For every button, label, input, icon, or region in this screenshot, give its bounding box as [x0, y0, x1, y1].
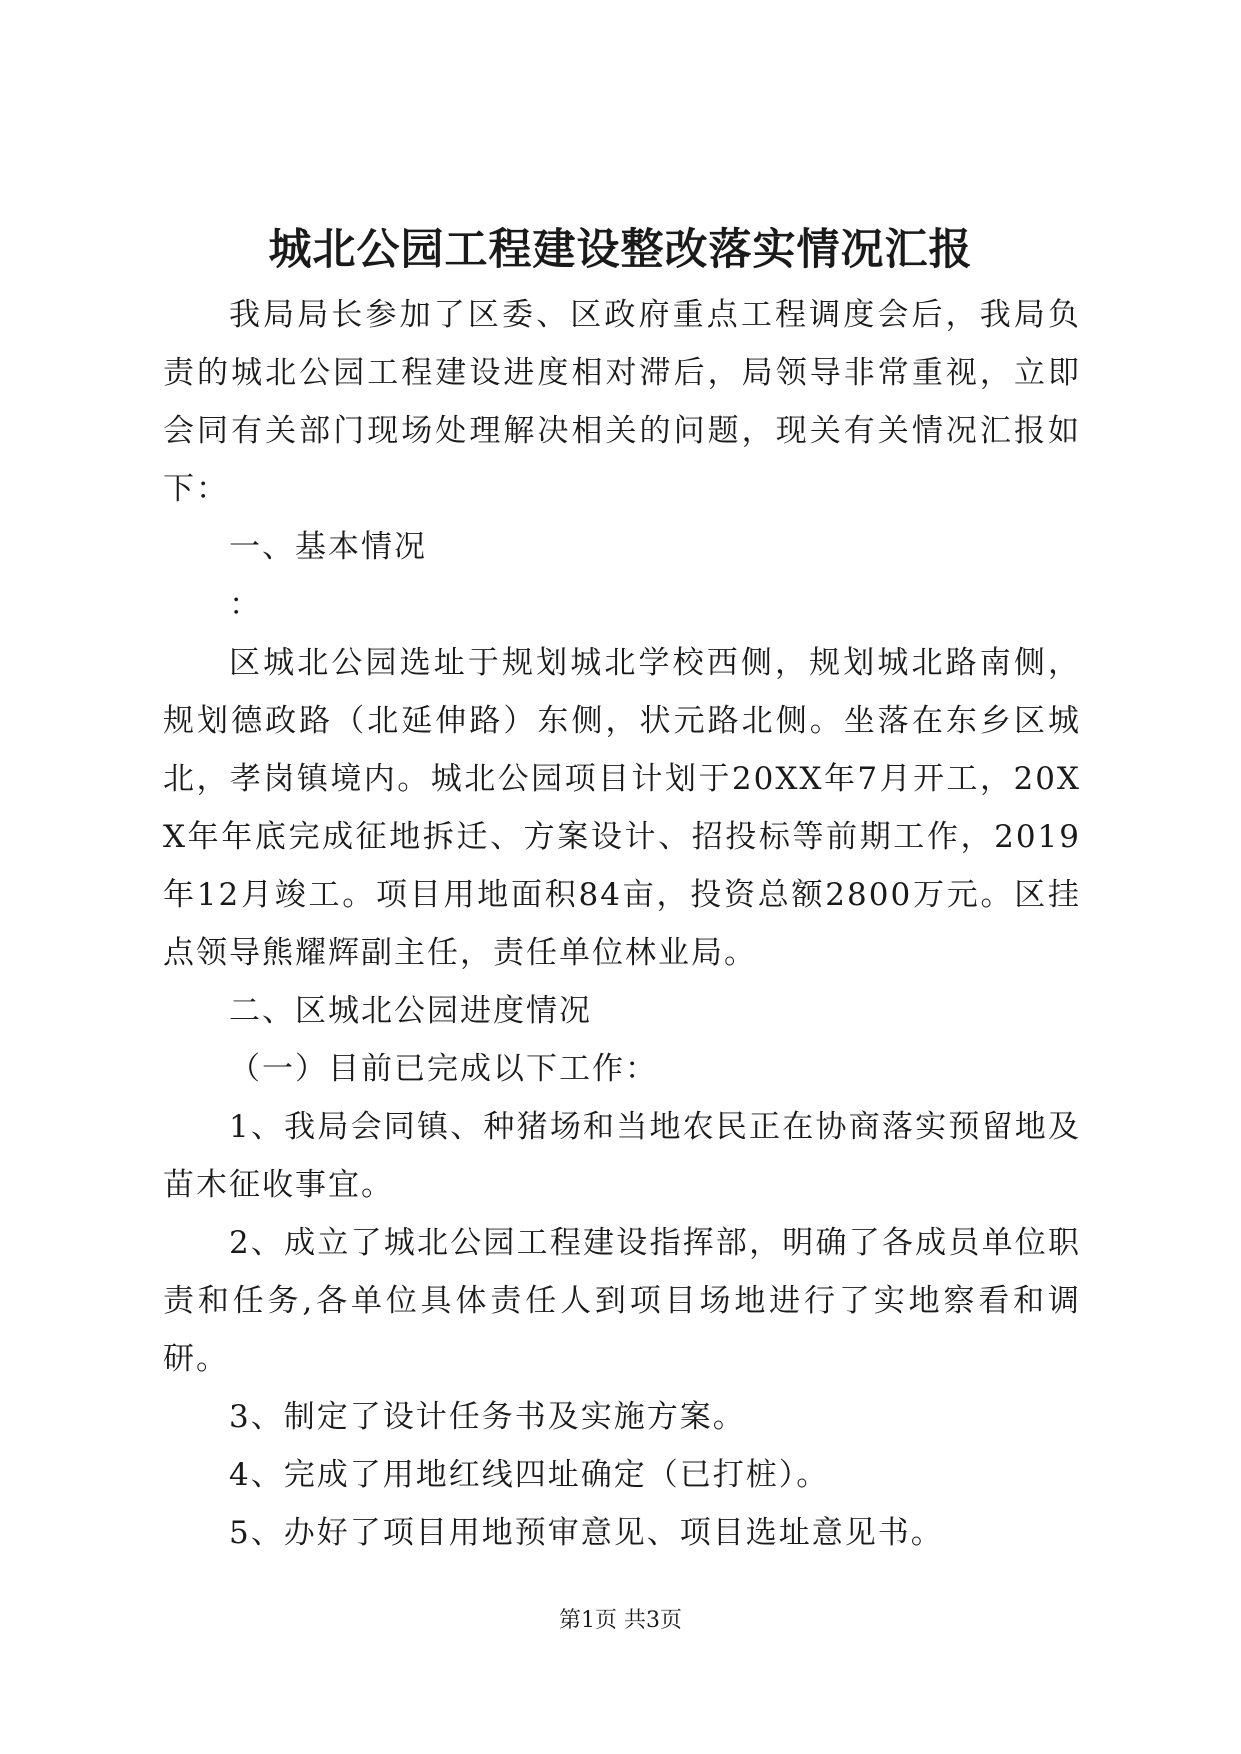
list-item-1: 1、我局会同镇、种猪场和当地农民正在协商落实预留地及苗木征收事宜。	[163, 1109, 1081, 1203]
list-item-5: 5、办好了项目用地预审意见、项目选址意见书。	[229, 1515, 944, 1551]
paragraph-intro: 我局局长参加了区委、区政府重点工程调度会后，我局负责的城北公园工程建设进度相对滞后，局领导非常重视，立即会同有关部门现场处理解决相关的问题，现关有关情况汇报如下：	[163, 297, 1081, 507]
list-item-3: 3、制定了设计任务书及实施方案。	[229, 1399, 746, 1435]
section-heading-progress: 二、区城北公园进度情况	[229, 993, 592, 1029]
section-heading-basic: 一、基本情况	[229, 529, 427, 565]
list-item-4: 4、完成了用地红线四址确定（已打桩）。	[229, 1457, 830, 1493]
paragraph-basic-info: 区城北公园选址于规划城北学校西侧，规划城北路南侧，规划德政路（北延伸路）东侧，状元路北侧。坐落在东乡区城北，孝岗镇境内。城北公园项目计划于20XX年7月开工，20XX年年底完成征地拆迁、方案设计、招投标等前期工作，2019年12月竣工。项目用地面积84亩，投资总额2800万元。区挂点领导熊耀辉副主任，责任单位林业局。	[163, 645, 1081, 971]
page-footer: 第1页 共3页	[559, 1608, 682, 1633]
document-title: 城北公园工程建设整改落实情况汇报	[268, 225, 973, 275]
list-item-2: 2、成立了城北公园工程建设指挥部，明确了各成员单位职责和任务,各单位具体责任人到项目场地进行了实地察看和调研。	[163, 1225, 1081, 1377]
paragraph-colon: ：	[229, 587, 262, 623]
subsection-heading-completed: （一）目前已完成以下工作：	[229, 1051, 658, 1087]
document-body	[163, 286, 1081, 1562]
